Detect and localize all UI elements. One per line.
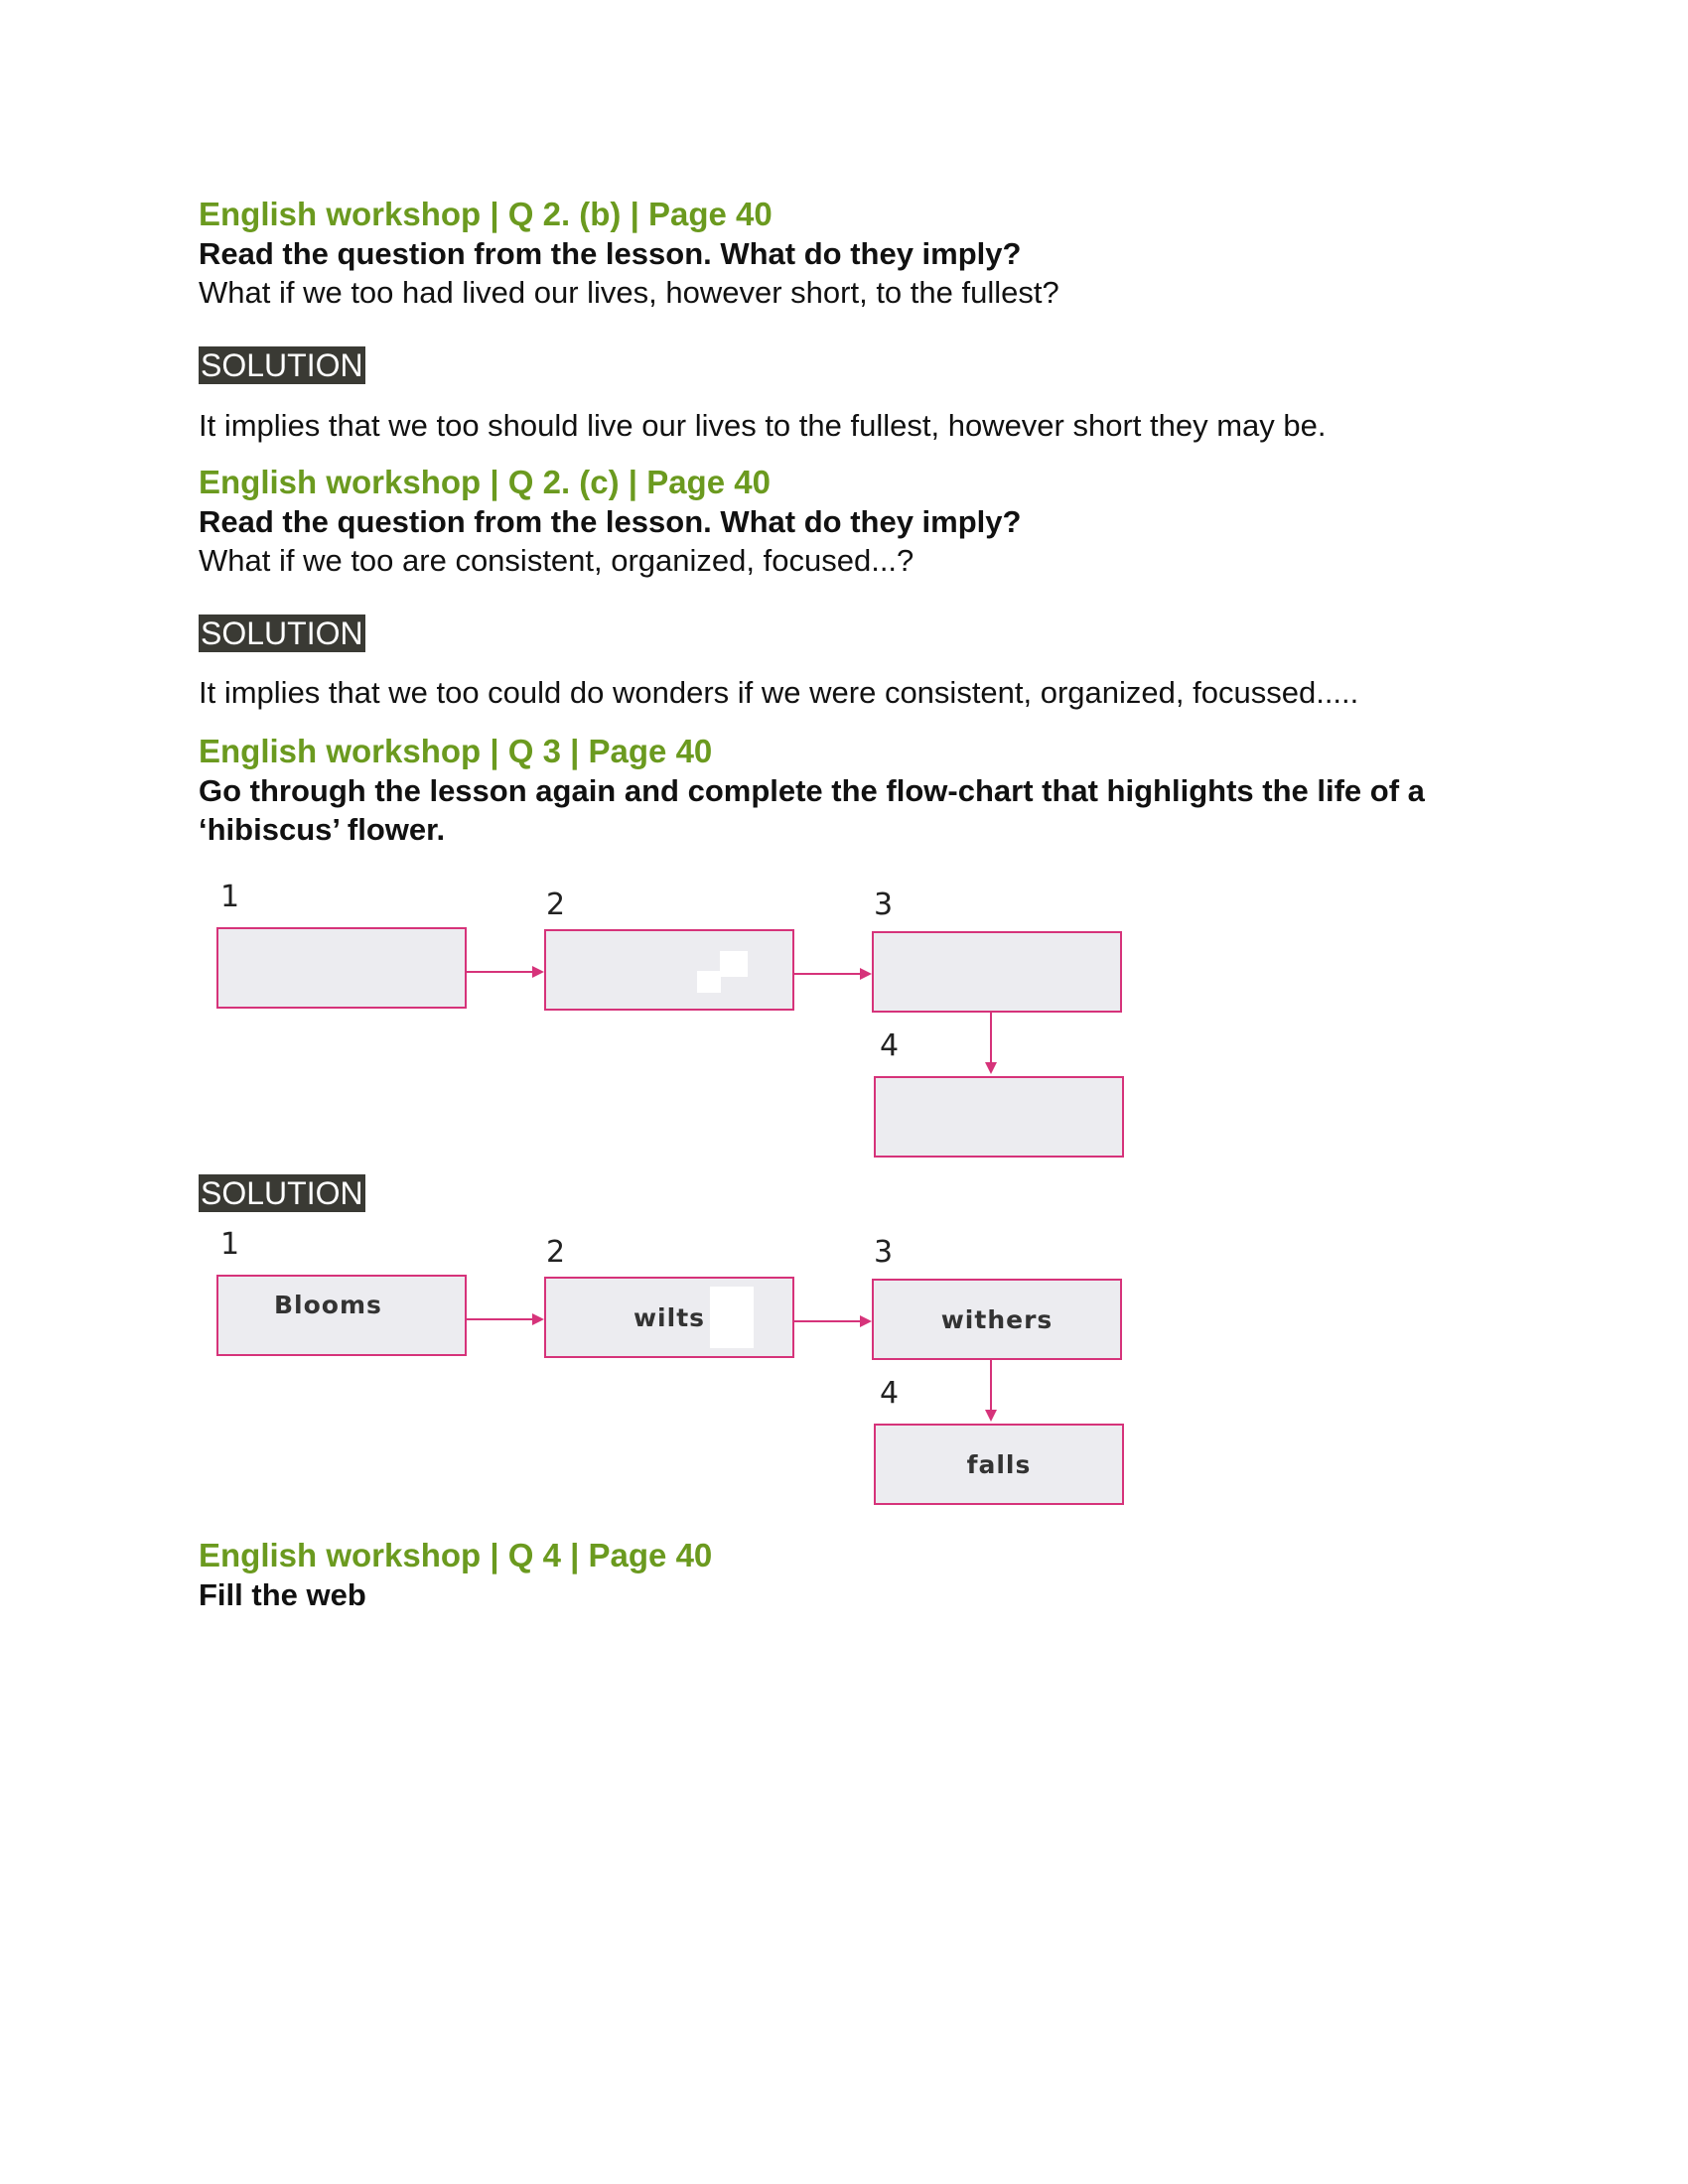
flow-box-4: falls [874, 1424, 1124, 1505]
prompt-text: What if we too had lived our lives, however short, to the fullest? [199, 275, 1059, 310]
step-number: 3 [874, 887, 894, 922]
section-heading: English workshop | Q 2. (b) | Page 40 [199, 196, 773, 232]
solution-q2b [199, 346, 1489, 384]
scan-blemish [710, 1287, 754, 1348]
solution-badge: SOLUTION [201, 1175, 363, 1211]
step-number: 2 [546, 887, 566, 922]
prompt-text: What if we too are consistent, organized, focused...? [199, 543, 914, 578]
step-number: 1 [220, 880, 240, 914]
arrow-right-icon [860, 1315, 872, 1327]
solution-q2b-text-wrap [199, 406, 1489, 445]
arrow-right-icon [532, 966, 544, 978]
question-text: Read the question from the lesson. What do they imply? [199, 236, 1022, 271]
arrow-line [794, 1320, 860, 1322]
arrow-line [990, 1360, 992, 1412]
question-text: Read the question from the lesson. What do they imply? [199, 504, 1022, 539]
arrow-line [467, 1318, 532, 1320]
flow-box-4[interactable] [874, 1076, 1124, 1158]
scan-blemish [697, 971, 721, 993]
question-text: Go through the lesson again and complete the flow-chart that highlights the life of a ‘hibiscus’ flower. [199, 773, 1425, 847]
step-number: 4 [880, 1376, 900, 1411]
flow-box-3[interactable] [872, 931, 1122, 1013]
section-heading: English workshop | Q 2. (c) | Page 40 [199, 464, 771, 500]
solution-badge: SOLUTION [201, 615, 363, 651]
section-q3 [199, 732, 1489, 849]
section-q4 [199, 1536, 1489, 1614]
section-heading: English workshop | Q 3 | Page 40 [199, 733, 713, 769]
section-q2b [199, 195, 1489, 312]
flow-box-2: wilts [544, 1277, 794, 1358]
scan-blemish [720, 951, 748, 977]
arrow-line [794, 973, 860, 975]
flow-box-2[interactable] [544, 929, 794, 1011]
flow-box-3: withers [872, 1279, 1122, 1360]
arrow-down-icon [985, 1410, 997, 1422]
solution-q3 [199, 1174, 1489, 1212]
arrow-line [990, 1013, 992, 1064]
arrow-line [467, 971, 532, 973]
arrow-right-icon [860, 968, 872, 980]
flowchart-blank [199, 880, 1192, 1177]
arrow-right-icon [532, 1313, 544, 1325]
flow-box-1[interactable] [216, 927, 467, 1009]
solution-badge: SOLUTION [201, 347, 363, 383]
step-number: 2 [546, 1235, 566, 1270]
question-text: Fill the web [199, 1577, 366, 1612]
solution-text: It implies that we too should live our lives to the fullest, however short they may be. [199, 408, 1327, 443]
section-q2c [199, 463, 1489, 580]
step-number: 3 [874, 1235, 894, 1270]
step-number: 4 [880, 1028, 900, 1063]
flowchart-solution [199, 1227, 1192, 1525]
solution-q2c-text-wrap [199, 673, 1489, 712]
flow-box-1: Blooms [216, 1275, 467, 1356]
arrow-down-icon [985, 1062, 997, 1074]
solution-text: It implies that we too could do wonders if we were consistent, organized, focussed..... [199, 675, 1359, 710]
solution-q2c [199, 614, 1489, 652]
step-number: 1 [220, 1227, 240, 1262]
section-heading: English workshop | Q 4 | Page 40 [199, 1537, 713, 1573]
